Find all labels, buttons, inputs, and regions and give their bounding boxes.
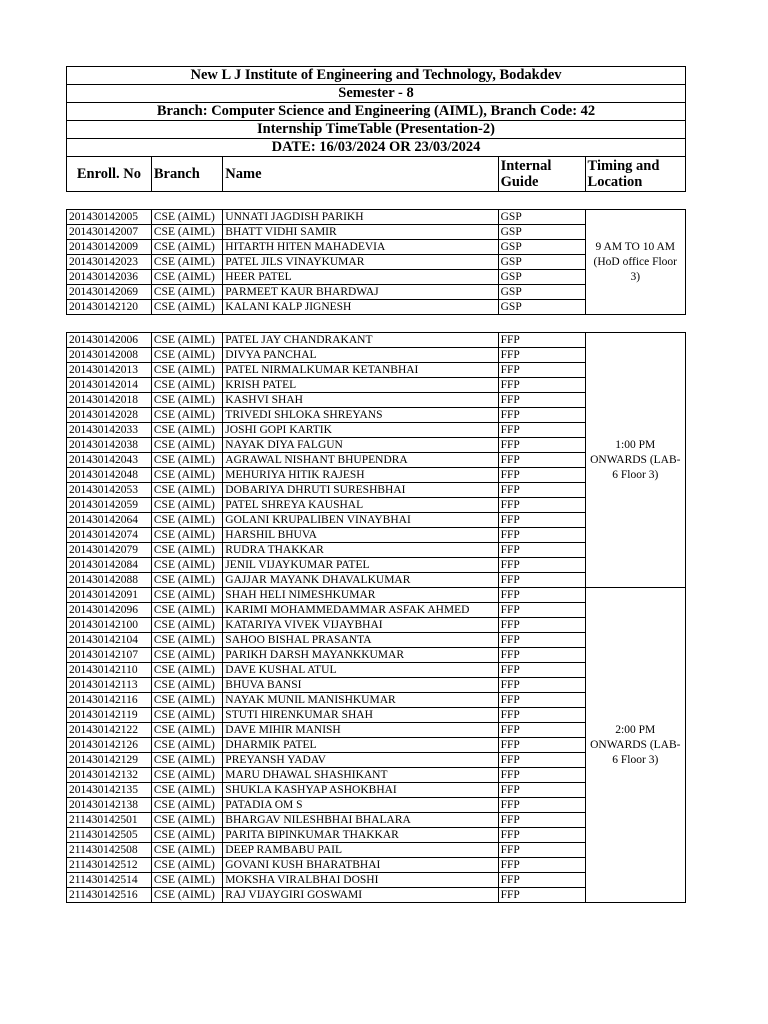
enroll-number: 201430142005: [67, 210, 152, 225]
guide-cell: FFP: [498, 588, 585, 603]
branch-cell: CSE (AIML): [151, 783, 222, 798]
student-group-table: [66, 332, 686, 903]
enroll-number: 201430142122: [67, 723, 152, 738]
timing-location-cell: 1:00 PM ONWARDS (LAB-6 Floor 3): [585, 333, 685, 588]
enroll-number: 201430142091: [67, 588, 152, 603]
enroll-number: 201430142079: [67, 543, 152, 558]
guide-cell: FFP: [498, 873, 585, 888]
col-guide: Internal Guide: [498, 157, 585, 192]
guide-cell: GSP: [498, 225, 585, 240]
branch-cell: CSE (AIML): [151, 633, 222, 648]
branch-cell: CSE (AIML): [151, 498, 222, 513]
student-name: SHAH HELI NIMESHKUMAR: [223, 588, 498, 603]
guide-cell: FFP: [498, 543, 585, 558]
branch-cell: CSE (AIML): [151, 285, 222, 300]
branch-cell: CSE (AIML): [151, 543, 222, 558]
enroll-number: 201430142006: [67, 333, 152, 348]
branch-cell: CSE (AIML): [151, 573, 222, 588]
student-group-table: [66, 209, 686, 315]
student-name: TRIVEDI SHLOKA SHREYANS: [223, 408, 498, 423]
branch-cell: CSE (AIML): [151, 240, 222, 255]
branch-cell: CSE (AIML): [151, 873, 222, 888]
guide-cell: FFP: [498, 888, 585, 903]
guide-cell: FFP: [498, 333, 585, 348]
student-name: RUDRA THAKKAR: [223, 543, 498, 558]
enroll-number: 201430142033: [67, 423, 152, 438]
timing-location-cell: 2:00 PM ONWARDS (LAB-6 Floor 3): [585, 588, 685, 903]
guide-cell: FFP: [498, 723, 585, 738]
enroll-number: 201430142126: [67, 738, 152, 753]
branch-cell: CSE (AIML): [151, 378, 222, 393]
guide-cell: FFP: [498, 378, 585, 393]
branch-cell: CSE (AIML): [151, 363, 222, 378]
enroll-number: 201430142059: [67, 498, 152, 513]
student-name: DHARMIK PATEL: [223, 738, 498, 753]
guide-cell: FFP: [498, 573, 585, 588]
enroll-number: 201430142110: [67, 663, 152, 678]
student-name: KALANI KALP JIGNESH: [223, 300, 498, 315]
enroll-number: 201430142023: [67, 255, 152, 270]
student-name: HEER PATEL: [223, 270, 498, 285]
guide-cell: FFP: [498, 603, 585, 618]
guide-cell: GSP: [498, 285, 585, 300]
timetable-page: [66, 66, 686, 903]
student-name: NAYAK DIYA FALGUN: [223, 438, 498, 453]
guide-cell: FFP: [498, 678, 585, 693]
student-name: BHARGAV NILESHBHAI BHALARA: [223, 813, 498, 828]
student-name: SHUKLA KASHYAP ASHOKBHAI: [223, 783, 498, 798]
guide-cell: FFP: [498, 348, 585, 363]
student-name: PARIKH DARSH MAYANKKUMAR: [223, 648, 498, 663]
branch-cell: CSE (AIML): [151, 210, 222, 225]
guide-cell: FFP: [498, 528, 585, 543]
student-name: JOSHI GOPI KARTIK: [223, 423, 498, 438]
guide-cell: FFP: [498, 663, 585, 678]
guide-cell: FFP: [498, 753, 585, 768]
enroll-number: 201430142113: [67, 678, 152, 693]
table-row: [67, 210, 686, 225]
branch-cell: CSE (AIML): [151, 603, 222, 618]
student-name: HITARTH HITEN MAHADEVIA: [223, 240, 498, 255]
student-name: SAHOO BISHAL PRASANTA: [223, 633, 498, 648]
branch-cell: CSE (AIML): [151, 270, 222, 285]
branch-cell: CSE (AIML): [151, 348, 222, 363]
guide-cell: FFP: [498, 633, 585, 648]
enroll-number: 201430142043: [67, 453, 152, 468]
branch-cell: CSE (AIML): [151, 723, 222, 738]
enroll-number: 201430142088: [67, 573, 152, 588]
branch-cell: CSE (AIML): [151, 528, 222, 543]
guide-cell: FFP: [498, 438, 585, 453]
enroll-number: 201430142009: [67, 240, 152, 255]
enroll-number: 201430142048: [67, 468, 152, 483]
date-label: DATE: 16/03/2024 OR 23/03/2024: [67, 139, 686, 157]
student-name: KATARIYA VIVEK VIJAYBHAI: [223, 618, 498, 633]
student-name: JENIL VIJAYKUMAR PATEL: [223, 558, 498, 573]
guide-cell: GSP: [498, 255, 585, 270]
branch-cell: CSE (AIML): [151, 408, 222, 423]
student-name: PATEL SHREYA KAUSHAL: [223, 498, 498, 513]
enroll-number: 211430142505: [67, 828, 152, 843]
guide-cell: FFP: [498, 363, 585, 378]
student-name: BHATT VIDHI SAMIR: [223, 225, 498, 240]
guide-cell: FFP: [498, 468, 585, 483]
column-header-row: [67, 157, 686, 192]
enroll-number: 211430142501: [67, 813, 152, 828]
branch-cell: CSE (AIML): [151, 423, 222, 438]
enroll-number: 201430142069: [67, 285, 152, 300]
branch-cell: CSE (AIML): [151, 708, 222, 723]
student-name: DOBARIYA DHRUTI SURESHBHAI: [223, 483, 498, 498]
timing-location-cell: 9 AM TO 10 AM (HoD office Floor 3): [585, 210, 685, 315]
enroll-number: 211430142514: [67, 873, 152, 888]
enroll-number: 201430142038: [67, 438, 152, 453]
student-name: DEEP RAMBABU PAIL: [223, 843, 498, 858]
student-name: PATEL NIRMALKUMAR KETANBHAI: [223, 363, 498, 378]
guide-cell: GSP: [498, 300, 585, 315]
table-row: [67, 588, 686, 603]
enroll-number: 211430142512: [67, 858, 152, 873]
student-name: DAVE KUSHAL ATUL: [223, 663, 498, 678]
branch-cell: CSE (AIML): [151, 333, 222, 348]
branch-cell: CSE (AIML): [151, 798, 222, 813]
guide-cell: FFP: [498, 453, 585, 468]
enroll-number: 211430142508: [67, 843, 152, 858]
student-name: GAJJAR MAYANK DHAVALKUMAR: [223, 573, 498, 588]
guide-cell: FFP: [498, 858, 585, 873]
student-name: MOKSHA VIRALBHAI DOSHI: [223, 873, 498, 888]
guide-cell: FFP: [498, 768, 585, 783]
student-name: HARSHIL BHUVA: [223, 528, 498, 543]
col-name: Name: [223, 157, 498, 192]
branch-cell: CSE (AIML): [151, 663, 222, 678]
enroll-number: 201430142007: [67, 225, 152, 240]
student-groups: [66, 209, 686, 903]
enroll-number: 201430142120: [67, 300, 152, 315]
branch-cell: CSE (AIML): [151, 738, 222, 753]
branch-cell: CSE (AIML): [151, 768, 222, 783]
enroll-number: 201430142100: [67, 618, 152, 633]
student-name: PARITA BIPINKUMAR THAKKAR: [223, 828, 498, 843]
enroll-number: 201430142074: [67, 528, 152, 543]
enroll-number: 211430142516: [67, 888, 152, 903]
enroll-number: 201430142116: [67, 693, 152, 708]
enroll-number: 201430142064: [67, 513, 152, 528]
guide-cell: FFP: [498, 693, 585, 708]
guide-cell: GSP: [498, 270, 585, 285]
col-timing: Timing and Location: [585, 157, 685, 192]
branch-cell: CSE (AIML): [151, 483, 222, 498]
student-name: STUTI HIRENKUMAR SHAH: [223, 708, 498, 723]
student-name: NAYAK MUNIL MANISHKUMAR: [223, 693, 498, 708]
student-name: PARMEET KAUR BHARDWAJ: [223, 285, 498, 300]
enroll-number: 201430142014: [67, 378, 152, 393]
guide-cell: FFP: [498, 513, 585, 528]
branch-cell: CSE (AIML): [151, 753, 222, 768]
document-title: Internship TimeTable (Presentation-2): [67, 121, 686, 139]
branch-cell: CSE (AIML): [151, 858, 222, 873]
guide-cell: FFP: [498, 408, 585, 423]
guide-cell: FFP: [498, 708, 585, 723]
student-name: RAJ VIJAYGIRI GOSWAMI: [223, 888, 498, 903]
student-name: MARU DHAWAL SHASHIKANT: [223, 768, 498, 783]
enroll-number: 201430142008: [67, 348, 152, 363]
branch-cell: CSE (AIML): [151, 393, 222, 408]
student-name: PATEL JAY CHANDRAKANT: [223, 333, 498, 348]
header-table: [66, 66, 686, 192]
enroll-number: 201430142053: [67, 483, 152, 498]
student-name: PREYANSH YADAV: [223, 753, 498, 768]
semester-label: Semester - 8: [67, 85, 686, 103]
enroll-number: 201430142096: [67, 603, 152, 618]
guide-cell: FFP: [498, 798, 585, 813]
enroll-number: 201430142119: [67, 708, 152, 723]
guide-cell: GSP: [498, 240, 585, 255]
col-branch: Branch: [151, 157, 222, 192]
enroll-number: 201430142013: [67, 363, 152, 378]
student-name: DIVYA PANCHAL: [223, 348, 498, 363]
branch-cell: CSE (AIML): [151, 453, 222, 468]
table-row: [67, 333, 686, 348]
student-name: MEHURIYA HITIK RAJESH: [223, 468, 498, 483]
enroll-number: 201430142104: [67, 633, 152, 648]
guide-cell: FFP: [498, 828, 585, 843]
branch-cell: CSE (AIML): [151, 588, 222, 603]
branch-cell: CSE (AIML): [151, 558, 222, 573]
student-name: PATEL JILS VINAYKUMAR: [223, 255, 498, 270]
branch-cell: CSE (AIML): [151, 828, 222, 843]
student-name: KARIMI MOHAMMEDAMMAR ASFAK AHMED: [223, 603, 498, 618]
enroll-number: 201430142028: [67, 408, 152, 423]
branch-cell: CSE (AIML): [151, 618, 222, 633]
guide-cell: FFP: [498, 558, 585, 573]
branch-cell: CSE (AIML): [151, 255, 222, 270]
enroll-number: 201430142135: [67, 783, 152, 798]
branch-cell: CSE (AIML): [151, 678, 222, 693]
branch-cell: CSE (AIML): [151, 513, 222, 528]
branch-cell: CSE (AIML): [151, 648, 222, 663]
branch-cell: CSE (AIML): [151, 300, 222, 315]
branch-cell: CSE (AIML): [151, 843, 222, 858]
branch-cell: CSE (AIML): [151, 225, 222, 240]
student-name: GOVANI KUSH BHARATBHAI: [223, 858, 498, 873]
student-name: UNNATI JAGDISH PARIKH: [223, 210, 498, 225]
guide-cell: FFP: [498, 843, 585, 858]
enroll-number: 201430142036: [67, 270, 152, 285]
guide-cell: GSP: [498, 210, 585, 225]
branch-cell: CSE (AIML): [151, 468, 222, 483]
student-name: DAVE MIHIR MANISH: [223, 723, 498, 738]
student-name: KRISH PATEL: [223, 378, 498, 393]
guide-cell: FFP: [498, 783, 585, 798]
branch-cell: CSE (AIML): [151, 438, 222, 453]
guide-cell: FFP: [498, 393, 585, 408]
student-name: BHUVA BANSI: [223, 678, 498, 693]
branch-cell: CSE (AIML): [151, 693, 222, 708]
guide-cell: FFP: [498, 483, 585, 498]
guide-cell: FFP: [498, 648, 585, 663]
student-name: GOLANI KRUPALIBEN VINAYBHAI: [223, 513, 498, 528]
enroll-number: 201430142107: [67, 648, 152, 663]
enroll-number: 201430142129: [67, 753, 152, 768]
col-enroll: Enroll. No: [67, 157, 152, 192]
student-name: KASHVI SHAH: [223, 393, 498, 408]
branch-cell: CSE (AIML): [151, 813, 222, 828]
guide-cell: FFP: [498, 423, 585, 438]
student-name: AGRAWAL NISHANT BHUPENDRA: [223, 453, 498, 468]
enroll-number: 201430142018: [67, 393, 152, 408]
guide-cell: FFP: [498, 813, 585, 828]
enroll-number: 201430142138: [67, 798, 152, 813]
institute-name: New L J Institute of Engineering and Technology, Bodakdev: [67, 67, 686, 85]
student-name: PATADIA OM S: [223, 798, 498, 813]
guide-cell: FFP: [498, 498, 585, 513]
branch-cell: CSE (AIML): [151, 888, 222, 903]
enroll-number: 201430142084: [67, 558, 152, 573]
guide-cell: FFP: [498, 618, 585, 633]
guide-cell: FFP: [498, 738, 585, 753]
enroll-number: 201430142132: [67, 768, 152, 783]
branch-label: Branch: Computer Science and Engineering (AIML), Branch Code: 42: [67, 103, 686, 121]
